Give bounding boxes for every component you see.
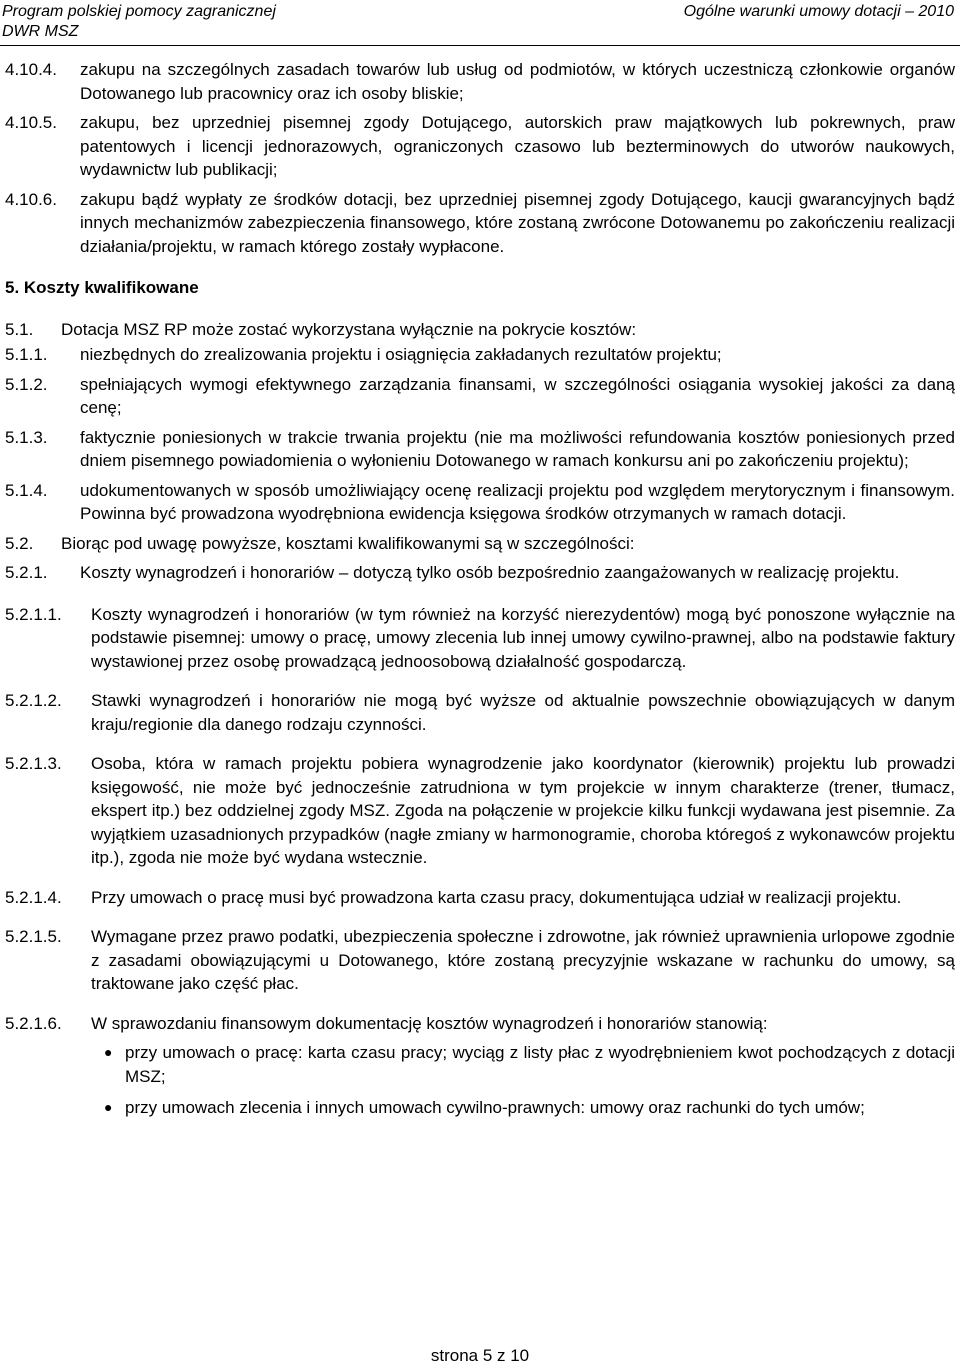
clause-text: Przy umowach o pracę musi być prowadzona karta czasu pracy, dokumentująca udział w realizacji projektu.: [91, 887, 902, 907]
clause-text: faktycznie poniesionych w trakcie trwania projektu (nie ma możliwości refundowania kosztów poniesionych przed dniem pisemnego powiadomienia o wyłonieniu Dotowanego w ramach konkursu ani po zakończeniu projektu);: [80, 427, 955, 470]
clause-text: Osoba, która w ramach projektu pobiera wynagrodzenie jako koordynator (kierownik) projektu lub prowadzi księgowość, nie może być jednocześnie zatrudniona w tym projekcie w innym charakterze (trener, tłumacz, ekspert itp.) bez oddzielnej zgody MSZ. Zgoda na połączenie w projekcie kilku funkcji wydawana jest pisemnie. Za wyjątkiem uzasadnionych przypadków (nagłe zmiany w harmonogramie, choroba któregoś z wykonawców projektu itp.), zgoda nie może być wydana wstecznie.: [91, 754, 955, 867]
list-item: [92, 1041, 955, 1088]
list-item-text: przy umowach zlecenia i innych umowach cywilno-prawnych: umowy oraz rachunki do tych umów;: [125, 1098, 865, 1117]
clause-text: Biorąc pod uwagę powyższe, kosztami kwalifikowanymi są w szczególności:: [61, 533, 635, 553]
header-department: DWR MSZ: [2, 23, 79, 40]
clause-text: W sprawozdaniu finansowym dokumentację kosztów wynagrodzeń i honorariów stanowią:: [91, 1013, 768, 1033]
clause-number: 5.1.3.: [5, 427, 48, 447]
header-rule: [0, 45, 960, 46]
documentation-bullet-list: [92, 1041, 955, 1120]
list-item: [92, 1096, 955, 1120]
clause-text: Koszty wynagrodzeń i honorariów (w tym również na korzyść nierezydentów) mogą być ponoszone wyłącznie na podstawie pisemnej: umowy o pracę, umowy zlecenia lub innej umowy cywilno-prawnej, albo na podstawie faktury wystawionej przez osobę prowadzącą jednoosobową działalność gospodarczą.: [91, 604, 955, 671]
clause-4-10-4: [5, 58, 955, 105]
clause-text: spełniających wymogi efektywnego zarządzania finansami, w szczególności osiągania wysokiej jakości za daną cenę;: [80, 374, 955, 417]
header-left: [2, 2, 276, 42]
clause-number: 5.1.: [5, 319, 34, 339]
clause-4-10-6: [5, 188, 955, 259]
clause-number: 5.2.1.1.: [5, 604, 62, 624]
clause-number: 5.2.: [5, 533, 34, 553]
clause-text: Stawki wynagrodzeń i honorariów nie mogą być wyższe od aktualnie powszechnie obowiązujących w danym kraju/regionie dla danego rodzaju czynności.: [91, 691, 955, 734]
document-body: [0, 58, 960, 1120]
clause-number: 5.2.1.4.: [5, 887, 62, 907]
clause-5-2-1-5: [5, 925, 955, 996]
clause-number: 5.2.1.2.: [5, 691, 62, 710]
clause-5-2-1: [5, 561, 955, 585]
list-item-text: przy umowach o pracę: karta czasu pracy; wyciąg z listy płac z wyodrębnieniem kwot pochodzących z dotacji MSZ;: [125, 1043, 955, 1086]
clause-4-10-5: [5, 111, 955, 182]
clause-number: 5.2.1.6.: [5, 1013, 62, 1033]
clause-text: zakupu na szczególnych zasadach towarów lub usług od podmiotów, w których uczestniczą członkowie organów Dotowanego lub pracownicy oraz ich osoby bliskie;: [80, 60, 955, 103]
clause-5-1-1: [5, 343, 955, 367]
clause-5-2-1-4: [5, 886, 955, 910]
clause-text: niezbędnych do zrealizowania projektu i osiągnięcia zakładanych rezultatów projektu;: [80, 345, 722, 364]
clause-text: zakupu, bez uprzedniej pisemnej zgody Dotującego, autorskich praw majątkowych lub pokrewnych, praw patentowych i licencji jednorazowych, ograniczonych czasowo lub bezterminowych do utworów naukowych, wydawnictw lub publikacji;: [80, 113, 955, 179]
clause-5-2-1-1: [5, 603, 955, 674]
page-header: [0, 0, 960, 46]
clause-5-1-2: [5, 373, 955, 420]
clause-number: 5.1.1.: [5, 345, 48, 364]
clause-number: 5.1.2.: [5, 374, 48, 394]
clause-number: 5.2.1.3.: [5, 754, 62, 773]
header-document-title: Ogólne warunki umowy dotacji – 2010: [683, 3, 954, 20]
clause-number: 4.10.4.: [5, 60, 57, 79]
clause-text: Wymagane przez prawo podatki, ubezpieczenia społeczne i zdrowotne, jak również uprawnienia urlopowe zgodnie z zasadami obowiązującymi u Dotowanego, które zostaną precyzyjnie wskazane w rachunku do umowy, są traktowane jako część płac.: [91, 927, 955, 993]
clause-number: 5.2.1.5.: [5, 927, 62, 946]
bullet-icon: ●: [104, 1099, 113, 1115]
clause-number: 5.1.4.: [5, 480, 48, 500]
clause-5-2: [5, 532, 955, 556]
clause-5-1-3: [5, 426, 955, 473]
clause-5-2-1-2: [5, 689, 955, 736]
page-number: strona 5 z 10: [430, 1346, 530, 1365]
clause-number: 4.10.6.: [5, 189, 57, 209]
clause-5-1: [5, 318, 955, 342]
clause-5-2-1-3: [5, 752, 955, 870]
clause-5-2-1-6: [5, 1012, 955, 1036]
header-program-title: Program polskiej pomocy zagranicznej: [2, 3, 276, 20]
clause-text: Koszty wynagrodzeń i honorariów – dotyczą tylko osób bezpośrednio zaangażowanych w realizację projektu.: [80, 563, 900, 582]
clause-number: 5.2.1.: [5, 563, 48, 582]
section-heading-5: 5. Koszty kwalifikowane: [5, 278, 199, 297]
clause-number: 4.10.5.: [5, 113, 57, 132]
clause-5-1-4: [5, 479, 955, 526]
clause-text: udokumentowanych w sposób umożliwiający ocenę realizacji projektu pod względem merytorycznym i finansowym. Powinna być prowadzona wyodrębniona ewidencja księgowa środków otrzymanych w ramach dotacji.: [80, 480, 955, 523]
bullet-icon: ●: [104, 1044, 113, 1060]
clause-text: Dotacja MSZ RP może zostać wykorzystana wyłącznie na pokrycie kosztów:: [61, 319, 637, 339]
clause-text: zakupu bądź wypłaty ze środków dotacji, bez uprzedniej pisemnej zgody Dotującego, kaucji gwarancyjnych bądź innych mechanizmów zabezpieczenia finansowego, które zostaną zwrócone Dotowanemu po zakończeniu realizacji działania/projektu, w ramach którego zostały wypłacone.: [80, 189, 955, 256]
